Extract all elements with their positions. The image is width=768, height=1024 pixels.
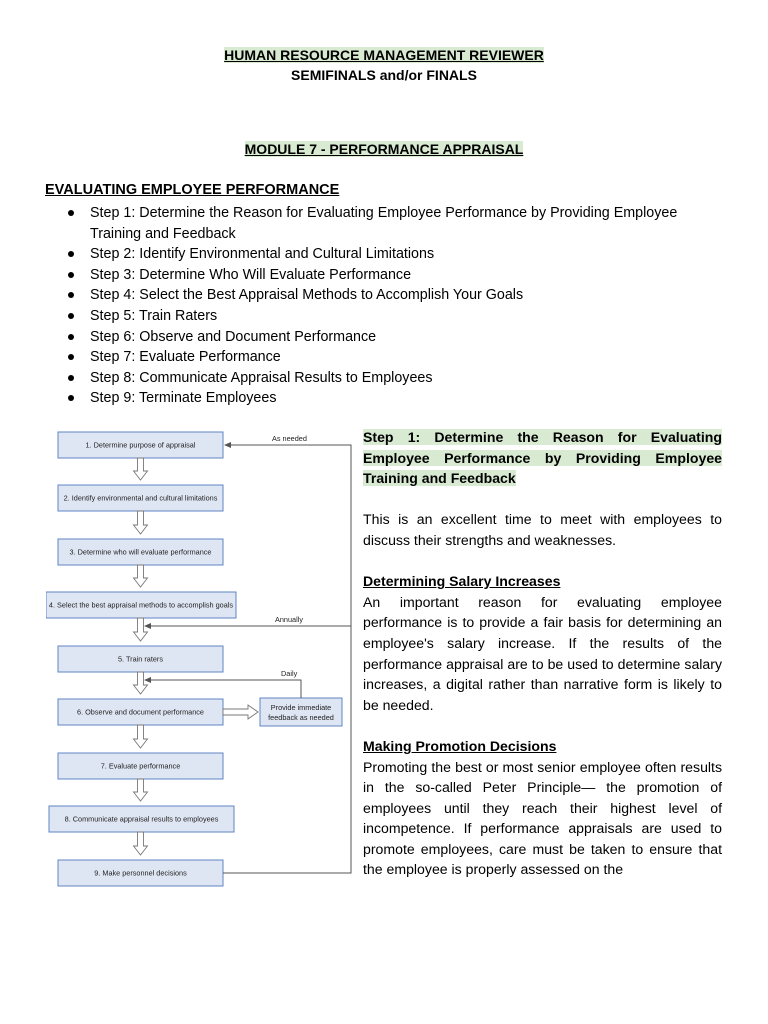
bullet-icon	[68, 334, 74, 340]
down-arrow-icon	[134, 672, 148, 694]
list-item: Step 8: Communicate Appraisal Results to Employees	[66, 368, 726, 389]
list-item: Step 5: Train Raters	[66, 306, 726, 327]
down-arrow-icon	[134, 832, 148, 855]
list-item: Step 9: Terminate Employees	[66, 388, 726, 409]
document-title: HUMAN RESOURCE MANAGEMENT REVIEWER	[224, 47, 544, 63]
bullet-icon	[68, 292, 74, 298]
flow-box-label: 3. Determine who will evaluate performance	[69, 547, 212, 557]
salary-paragraph: An important reason for evaluating employee performance is to provide a fair basis for determining an employee's salary increase. If the results of the performance appraisal are to be used to determine salary increases, a digital rather than narrative form is likely to be needed.	[363, 593, 722, 713]
flow-box-label: 2. Identify environmental and cultural limitations	[63, 493, 218, 503]
bullet-icon	[68, 354, 74, 360]
flow-box-label: 7. Evaluate performance	[100, 761, 181, 771]
flow-box-label: 4. Select the best appraisal methods to accomplish goals	[48, 600, 234, 610]
flow-box-label: 1. Determine purpose of appraisal	[85, 440, 196, 450]
down-arrow-icon	[134, 511, 148, 534]
right-arrow-icon	[223, 705, 258, 719]
bullet-icon	[68, 251, 74, 257]
feedback-box-label: Provide immediate	[270, 703, 332, 712]
down-arrow-icon	[134, 565, 148, 587]
daily-line	[146, 680, 301, 698]
list-item: Step 2: Identify Environmental and Cultural Limitations	[66, 244, 726, 265]
list-item: Step 4: Select the Best Appraisal Methods to Accomplish Your Goals	[66, 285, 726, 306]
as-needed-label: As needed	[272, 434, 307, 443]
down-arrow-icon	[134, 618, 148, 641]
arrowhead-icon	[224, 442, 231, 448]
salary-heading: Determining Salary Increases	[363, 573, 561, 590]
down-arrow-icon	[134, 725, 148, 748]
bullet-icon	[68, 375, 74, 381]
feedback-box-label: feedback as needed	[268, 713, 334, 722]
down-arrow-icon	[134, 458, 148, 480]
list-item: Step 7: Evaluate Performance	[66, 347, 726, 368]
annually-label: Annually	[275, 615, 303, 624]
bullet-icon	[68, 210, 74, 216]
list-item: Step 3: Determine Who Will Evaluate Performance	[66, 265, 726, 286]
document-subtitle: SEMIFINALS and/or FINALS	[291, 67, 477, 83]
bullet-icon	[68, 272, 74, 278]
flow-box-label: 6. Observe and document performance	[77, 707, 204, 717]
bullet-icon	[68, 313, 74, 319]
as-needed-line	[223, 445, 351, 873]
list-item: Step 1: Determine the Reason for Evaluating Employee Performance by Providing Employee Training and Feedback	[66, 203, 726, 244]
down-arrow-icon	[134, 779, 148, 801]
step1-content	[363, 427, 722, 880]
section-heading: EVALUATING EMPLOYEE PERFORMANCE	[45, 182, 340, 198]
promotion-heading: Making Promotion Decisions	[363, 737, 557, 754]
daily-label: Daily	[281, 669, 298, 678]
promotion-paragraph: Promoting the best or most senior employee often results in the so-called Peter Principle— the promotion of employees until they reach their highest level of incompetence. If performance appraisals are used to promote employees, care must be taken to ensure that the employee is properly assessed on the	[363, 758, 722, 878]
intro-paragraph: This is an excellent time to meet with employees to discuss their strengths and weaknesses.	[363, 511, 722, 548]
flow-box-label: 8. Communicate appraisal results to employees	[64, 814, 219, 824]
bullet-icon	[68, 395, 74, 401]
flow-box-label: 5. Train raters	[117, 654, 164, 664]
module-title: MODULE 7 - PERFORMANCE APPRAISAL	[244, 141, 524, 157]
step1-heading: Step 1: Determine the Reason for Evaluating Employee Performance by Providing Employee Training and Feedback	[363, 429, 722, 487]
flow-box-label: 9. Make personnel decisions	[94, 868, 187, 878]
list-item: Step 6: Observe and Document Performance	[66, 327, 726, 348]
appraisal-flowchart	[46, 426, 358, 892]
arrowhead-icon	[144, 677, 151, 683]
steps-list	[66, 203, 726, 409]
arrowhead-icon	[144, 623, 151, 629]
